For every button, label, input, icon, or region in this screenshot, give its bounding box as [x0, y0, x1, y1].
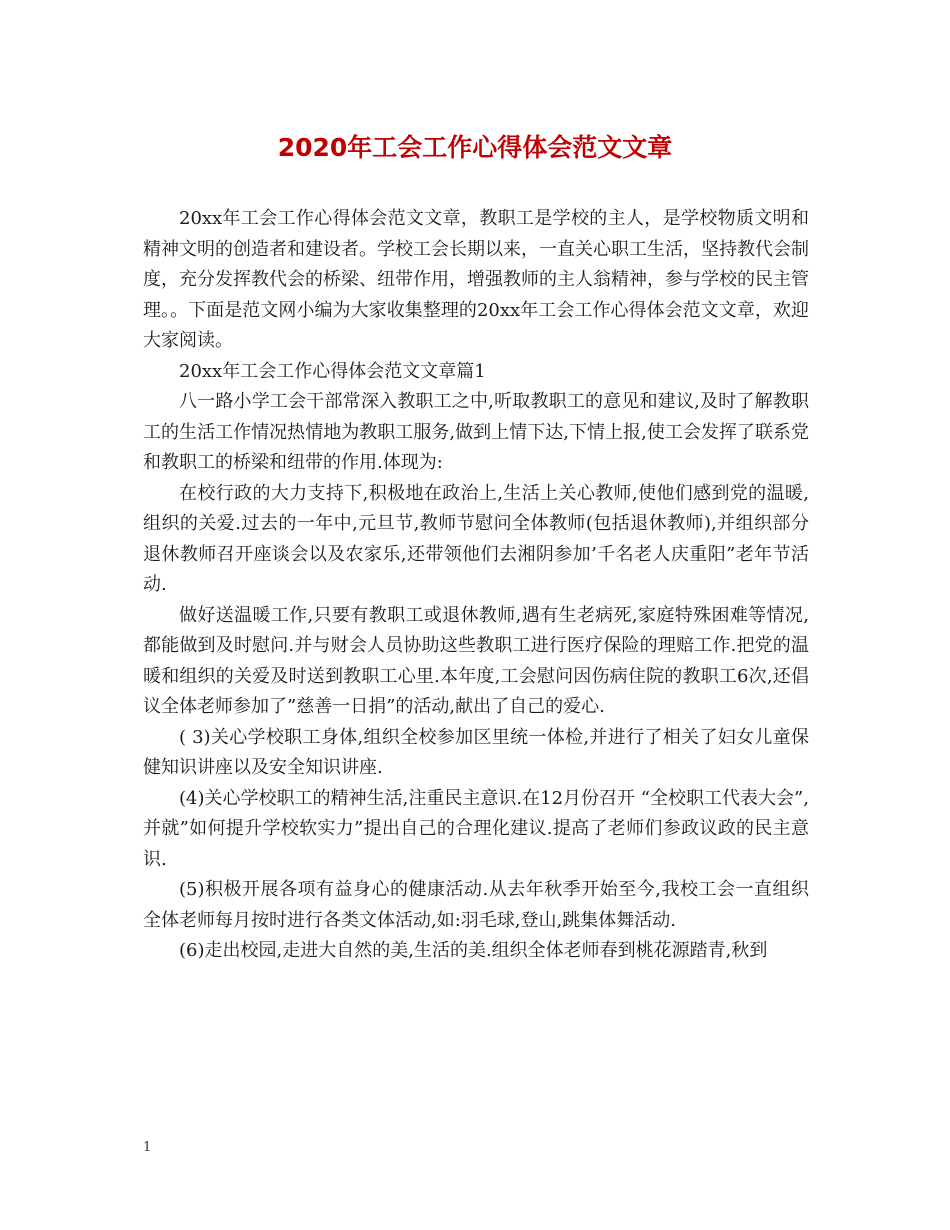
paragraph: 在校行政的大力支持下,积极地在政治上,生活上关心教师,使他们感到党的温暖,组织的关爱.过去的一年中,元旦节,教师节慰问全体教师(包括退休教师),并组织部分退休教师召开座谈会以及农家乐,还带领他们去湘阴参加’千名老人庆重阳”老年节活动.: [143, 482, 809, 595]
paragraph-heading: 20xx年工会工作心得体会范文文章篇1: [179, 360, 486, 382]
paragraph: 做好送温暖工作,只要有教职工或退休教师,遇有生老病死,家庭特殊困难等情况,都能做到及时慰问.并与财会人员协助这些教职工进行医疗保险的理赔工作.把党的温暖和组织的关爱及时送到教职工心里.本年度,工会慰问因伤病住院的教职工6次,还倡议全体老师参加了”慈善一日捐”的活动,献出了自己的爱心.: [143, 604, 809, 717]
document-body: [143, 204, 809, 967]
paragraph-intro: 20xx年工会工作心得体会范文文章，教职工是学校的主人，是学校物质文明和精神文明的创造者和建设者。学校工会长期以来，一直关心职工生活，坚持教代会制度，充分发挥教代会的桥梁、纽带作用，增强教师的主人翁精神，参与学校的民主管理。。下面是范文网小编为大家收集整理的20xx年工会工作心得体会范文文章，欢迎大家阅读。: [143, 208, 809, 351]
paragraph: 八一路小学工会干部常深入教职工之中,听取教职工的意见和建议,及时了解教职工的生活工作情况热情地为教职工服务,做到上情下达,下情上报,使工会发挥了联系党和教职工的桥梁和纽带的作用.体现为:: [143, 391, 809, 473]
paragraph: (5)积极开展各项有益身心的健康活动.从去年秋季开始至今,我校工会一直组织全体老师每月按时进行各类文体活动,如:羽毛球,登山,跳集体舞活动.: [143, 879, 809, 931]
paragraph: (6)走出校园,走进大自然的美,生活的美.组织全体老师春到桃花源踏青,秋到: [179, 940, 768, 961]
paragraph: ( 3)关心学校职工身体,组织全校参加区里统一体检,并进行了相关了妇女儿童保健知识讲座以及安全知识讲座.: [143, 726, 809, 778]
document-title: 2020年工会工作心得体会范文文章: [277, 133, 673, 162]
paragraph: (4)关心学校职工的精神生活,注重民主意识.在12月份召开 “全校职工代表大会”,并就”如何提升学校软实力”提出自己的合理化建议.提高了老师们参政议政的民主意识.: [143, 787, 809, 870]
page-number: 1: [143, 1140, 152, 1155]
